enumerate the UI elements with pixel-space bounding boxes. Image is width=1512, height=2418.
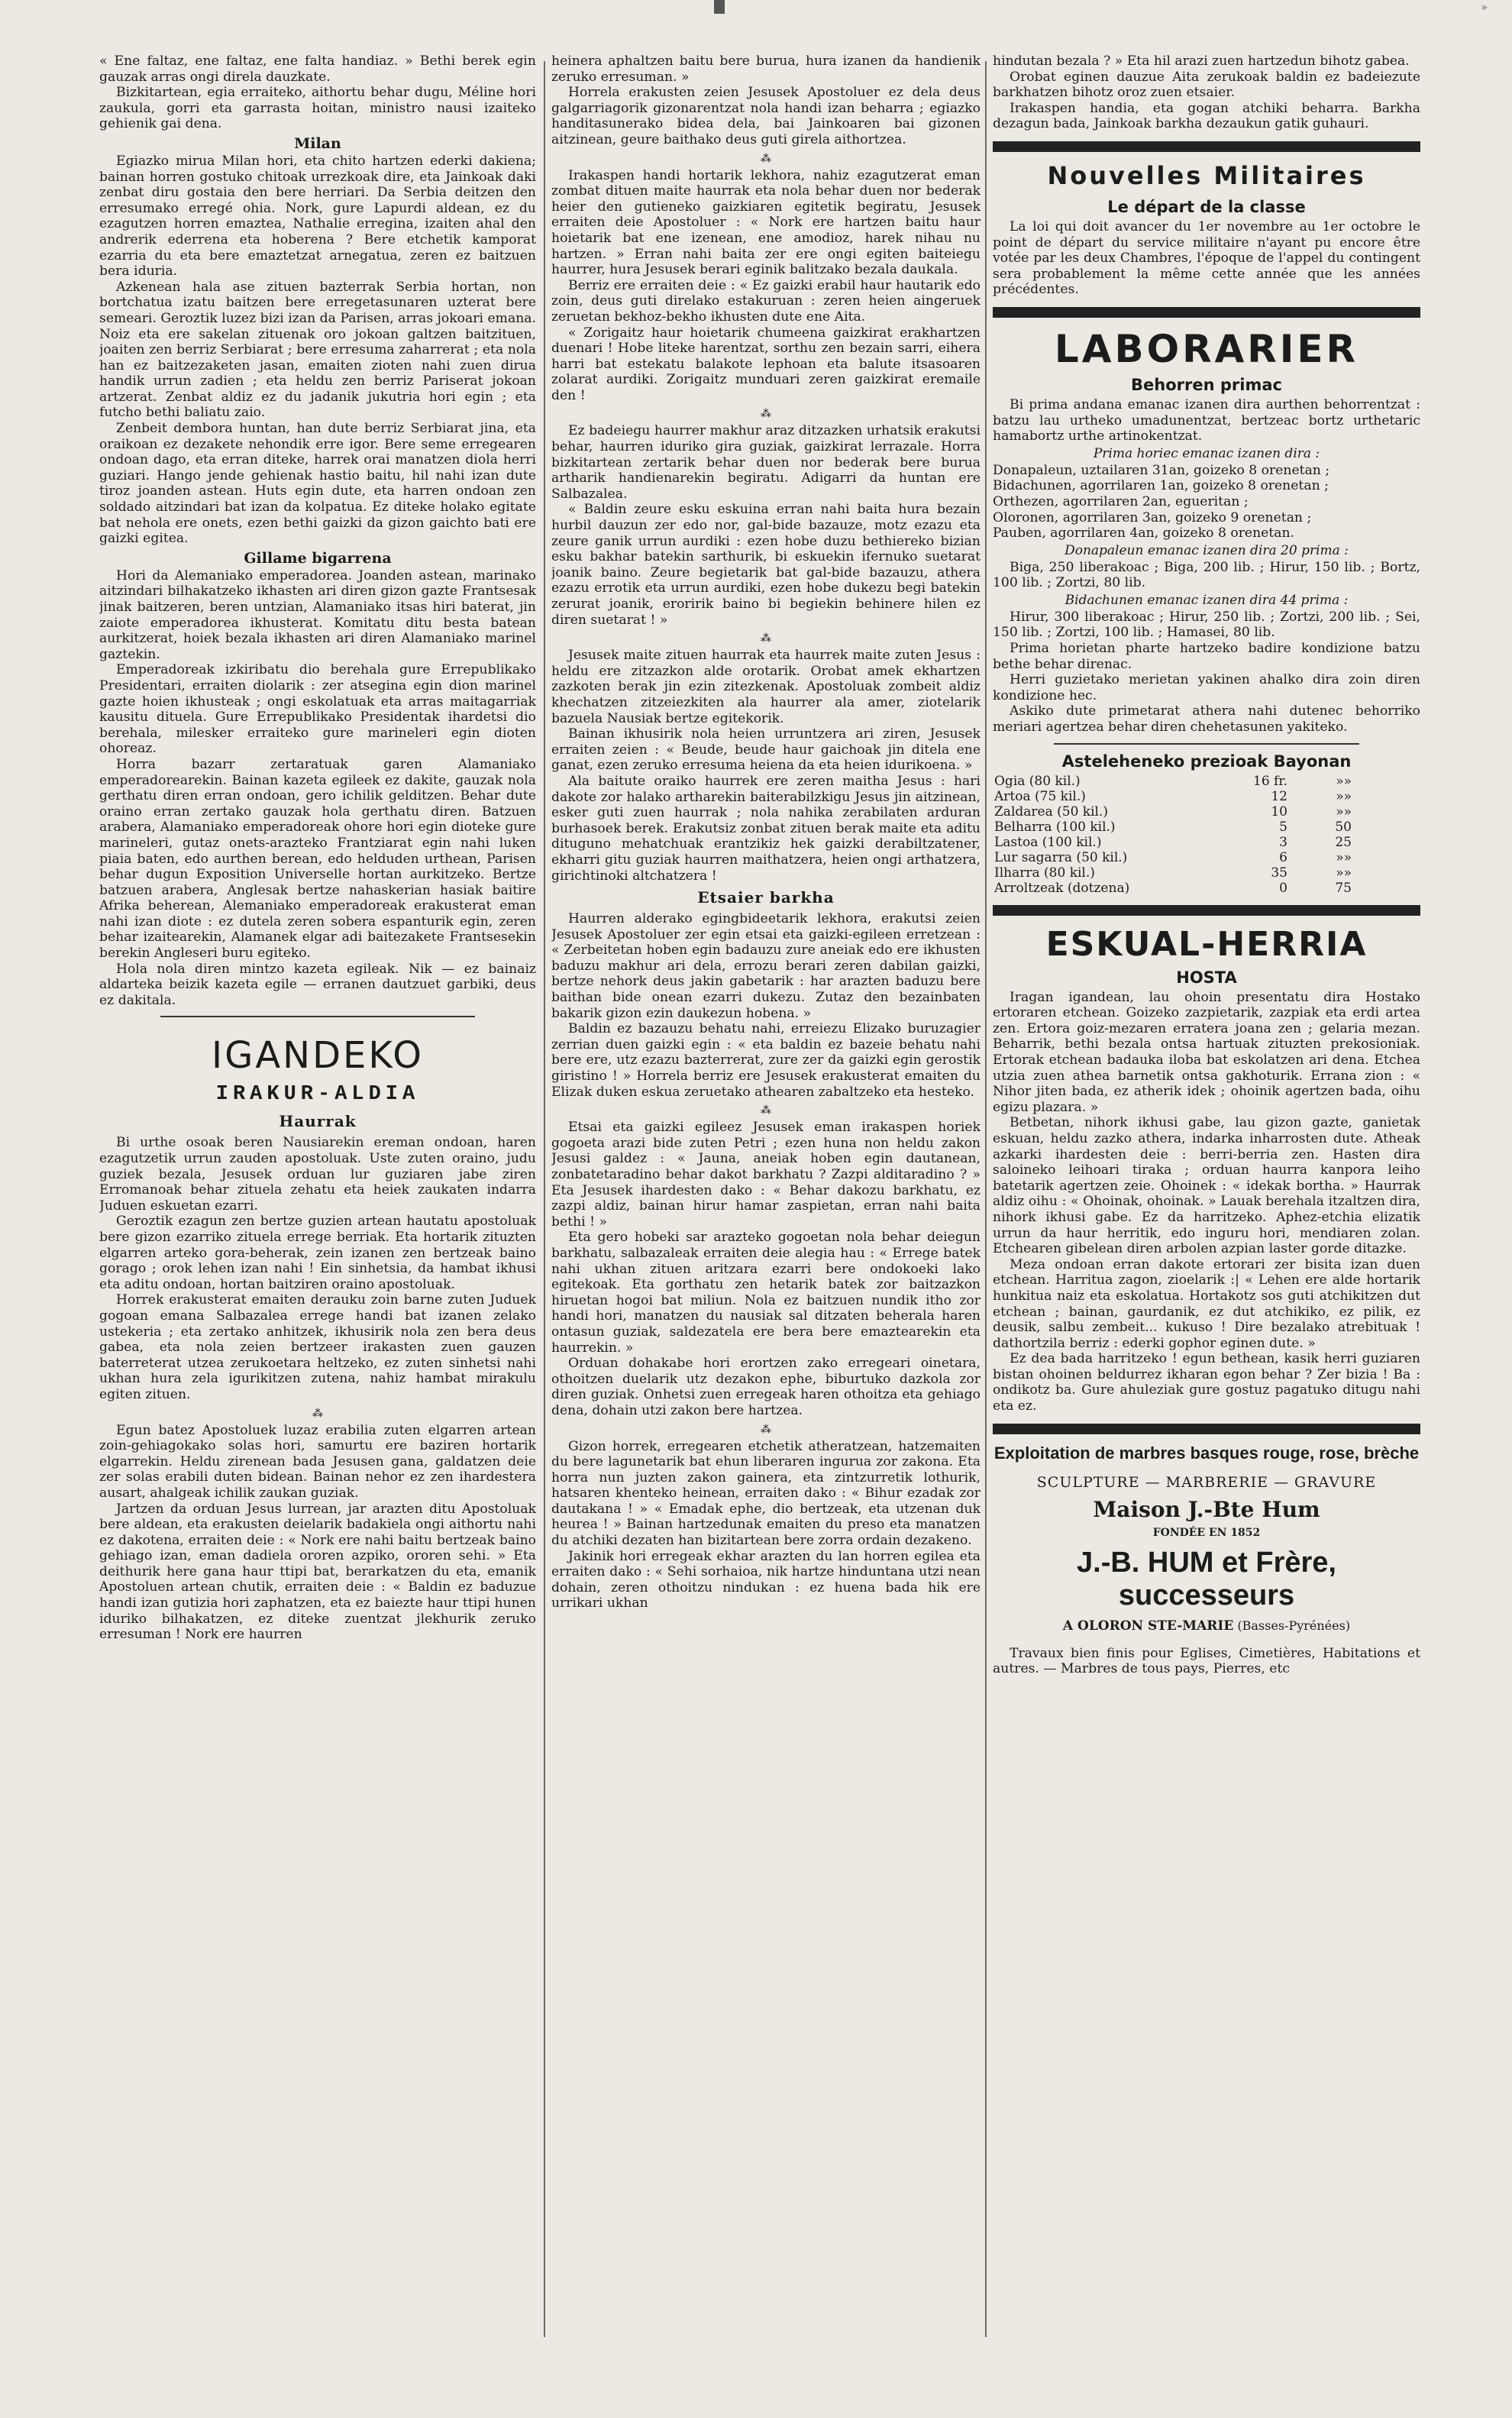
col2-p12: Baldin ez bazauzu behatu nahi, erreiezu Elizako buruzagier zerrian duen gaizki egin : « eta baldin ez bazeie behatu nahi bere ere, utz ezazu bazterrerat, zure zer da gaizki egin gerostik giristino ! » Horrela berriz ere Jesusek erakusterat emaiten du Elizak duken eskua zeruetako athearen zabaltzeko eta hesteko. (551, 1021, 981, 1100)
hosta-p1: Iragan igandean, lau ohoin presentatu dira Hostako ertoraren etchean. Goizeko zazpietarik, zazpiak eta erdi artea zen. Ertora goiz-mezaren erratera joana zen ; gelaria mezan. Beharrik, bethi bezala ontsa hartuak zituzten prekosioniak. Ertorak etchean badauka iloba bat eskolatzen ari dena. Etchea utzia zuen athea barnetik ontsa gakhoturik. Errana zion : « Nihor jiten bada, ez atherik idek ; ohoinik agertzen bada, oihu egizu plazara. » (993, 989, 1420, 1115)
price-value-cents: 25 (1335, 834, 1352, 850)
price-item: Ilharra (80 kil.) (994, 865, 1095, 881)
section-bar (993, 1424, 1420, 1434)
ad-address-dept: (Basses-Pyrénées) (1237, 1618, 1351, 1633)
price-row (993, 881, 1353, 896)
price-value-cents: »» (1336, 849, 1352, 865)
hosta-p4: Ez dea bada harritzeko ! egun bethean, kasik herri guziaren bistan ohoinen beldurrez ikharan egon behar ? Zer bizia ! Ba : ondikotz ba. Gure ahuleziak gure gostuz pagatuko ditugu nahi eta ez. (993, 1351, 1420, 1414)
price-value-cents: »» (1336, 773, 1352, 789)
price-value-francs: 6 (1279, 849, 1287, 865)
price-item: Belharra (100 kil.) (994, 819, 1116, 835)
hosta-p2: Betbetan, nihork ikhusi gabe, lau gizon gazte, ganietak eskuan, heldu zazko athera, indarka inharrosten dute. Atheak azkarki ihardesten deie : berri-berria zen. Hasten dira saloineko leihoari tiraka ; orduan haurra kanpora leiho batetarik agertzen zeie. Ohoinek : « idekak bortha. » Haurrak aldiz oihu : « Ohoinak, ohoinak. » Lauak berehala itzaltzen dira, nihork ikhusi gabe. Ez da harritzeko. Aphez-etchia elizatik urrun da haur herritik, edo inguru hori, mendiaren zolan. Etchearen gibelean diren arbolen azpian laster gorde ditazke. (993, 1115, 1420, 1257)
prima-p1: Prima horietan pharte hartzeko badire kondizione batzu bethe behar direnac. (993, 641, 1420, 672)
price-value-francs: 0 (1279, 880, 1287, 896)
price-row (993, 774, 1353, 789)
depart-heading: Le départ de la classe (1107, 197, 1306, 216)
col2-p1: heinera aphaltzen baitu bere burua, hura izanen da handienik zeruko erresuman. » (551, 53, 981, 85)
behorren-intro: Bi prima andana emanac izanen dira aurthen behorrentzat : batzu lau urtheko umadunentzat, bertzeac bortz urthetaric hamabortz urthe artinokentzat. (993, 396, 1420, 444)
asterism-separator: ⁂ (761, 152, 771, 165)
ad-line-successeurs: J.-B. HUM et Frère, successeurs (1077, 1546, 1336, 1611)
price-item: Zaldarea (50 kil.) (994, 803, 1109, 819)
ad-line-sculpture: SCULPTURE — MARBRERIE — GRAVURE (1036, 1473, 1377, 1491)
haurrak-heading: Haurrak (279, 1112, 357, 1131)
price-value-cents: 50 (1335, 819, 1352, 835)
prima-heading-2: Donapaleun emanac izanen dira 20 prima : (1065, 542, 1349, 558)
price-value-francs: 10 (1271, 803, 1287, 819)
ad-line-address (993, 1618, 1420, 1634)
ad-line-marbres: Exploitation de marbres basques rouge, rose, brèche (993, 1443, 1420, 1463)
prima-p3: Askiko dute primetarat athera nahi dutenec behorriko meriari agertzea behar diren chehetasunen yakiteko. (993, 703, 1420, 735)
price-value-cents: »» (1336, 865, 1352, 881)
column-divider-2 (985, 61, 987, 2337)
asterism-separator: ⁂ (761, 632, 771, 645)
hosta-heading: HOSTA (1176, 968, 1237, 987)
milan-p2: Azkenean hala ase zituen bazterrak Serbia hortan, non bortchatua izatu baitzen bere erregetasunaren uzterat bere semeari. Geroztik luzez bizi izan da Parisen, arras jokoari emana. Noiz eta ere sakelan zituenak oro jokoan galtzen baitzituen, joaiten zen berriz Serbiarat ; bere erresuma zaharrerat ; eta nola han ez baitzezaketen jasan, emaiten zioten nahi zuen dirua handik urrun zadien ; eta heldu zen berriz Pariserat jokoan artzerat. Zenbat aldiz ez du jadanik jukutria hori egin ; eta futcho bethi baliatu zaio. (99, 279, 536, 421)
prezio-heading: Asteleheneko prezioak Bayonan (1061, 752, 1352, 771)
col2-p13: Etsai eta gaizki egileez Jesusek eman irakaspen horiek gogoeta arazi bide zuten Petri ; ezen huna non heldu zakon Jesusi galdez : « Jauna, aneiak hoben egin dautanean, zonbatetaradino behar dakot barkhatu ? Zazpi alditaradino ? » Eta Jesusek ihardesten dako : « Behar dakozu barkhatu, ez zazpi aldiz, bainan hirur hamar zaspietan, erran nahi baita bethi ! » (551, 1120, 981, 1230)
price-item: Artoa (75 kil.) (994, 788, 1086, 804)
col2-p7: « Baldin zeure esku eskuina erran nahi baita hura bezain hurbil dauzun zer edo nor, gal-bide bazauze, motz ezazu eta zeure ganik urrun aurdiki : ezen hobe duzu bethiereko bizian esku bakhar batekin sarthurik, bi eskuekin ifernuko suetarat joanik baino. Zeure begietarik bat gal-bide bazauzu, athera ezazu errotik eta urrun aurdiki, ezen hobe dukezu begi batekin zerurat joanik, eroririk baino bi begiekin behinere hilen ez diren suetarat ! » (551, 502, 981, 628)
irakur-aldia-heading: IRAKUR-ALDIA (215, 1083, 420, 1107)
price-row (993, 865, 1353, 881)
col2-p5: « Zorigaitz haur hoietarik chumeena gaizkirat erakhartzen duenari ! Hobe liteke harentzat, sorthu zen bezain sarri, eihera harri bat estekatu balakote lephoan eta balute itsasoaren zolarat aurdiki. Zorigaitz munduari zeren gaizkirat eremaile den ! (551, 325, 981, 403)
etsaier-heading: Etsaier barkha (697, 888, 835, 907)
behorren-heading: Behorren primac (1131, 375, 1282, 394)
column-1 (99, 53, 536, 2383)
section-rule (1054, 743, 1359, 745)
col1-intro-2: Bizkitartean, egia erraiteko, aithortu behar dugu, Méline hori zaukula, gorri eta garrasta hoitan, ministro nausi izaiteko gehienik gai dena. (99, 85, 536, 132)
price-value-francs: 5 (1279, 819, 1287, 835)
depart-text: La loi qui doit avancer du 1er novembre au 1er octobre le point de départ du service militaire n'ayant pu encore être votée par les deux Chambres, l'époque de l'appel du contingent sera probablement la même cette année que les années précédentes. (993, 218, 1420, 298)
price-item: Lur sagarra (50 kil.) (994, 849, 1128, 865)
prima-text-3: Hirur, 300 liberakoac ; Hirur, 250 lib. ; Zortzi, 200 lib. ; Sei, 150 lib. ; Zortzi, 100 lib. ; Hamasei, 80 lib. (993, 609, 1420, 641)
haurrak-p2: Geroztik ezagun zen bertze guzien artean hautatu apostoluak bere gizon ezarriko zituela errege berriak. Eta hortarik zituzten elgarren arteko gora-beherak, zein izanen zen bertzeak baino gorago ; orok lehen izan nahi ! Ein sinhetsia, da hambat ikhusi eta aditu ondoan, hortan baitziren oraino apostoluak. (99, 1214, 536, 1292)
gillame-p1: Hori da Alemaniako emperadorea. Joanden astean, marinako aitzindari bilhakatzeko ikhasten ari diren gizon gazte Frantsesak jinak baitzeren, beren untzian, Alamaniako itsas hiri baterat, jin zaiote emperadorea ikhusterat. Komitatu ditu besta batean aurkitzerat, hoiek bezala ikhasten ari diren Alamaniako marinel gaztekin. (99, 567, 536, 662)
price-item: Ogia (80 kil.) (994, 773, 1081, 789)
haurrak-p4: Egun batez Apostoluek luzaz erabilia zuten elgarren artean zoin-gehiagokako solas hori, samurtu ere baziren hortarik elgarrekin. Heldu zirenean bada Jesusen gana, galdatzen deie zer solas erabili duten bidean. Bainan nehor ez zen ihardestera ausart, ahalgeak ichilik zaukan guziak. (99, 1422, 536, 1501)
prima-list-item: Orthezen, agorrilaren 2an, egueritan ; (993, 493, 1249, 509)
price-row (993, 819, 1353, 835)
column-divider-1 (544, 61, 545, 2337)
price-value-francs: 35 (1271, 865, 1287, 881)
gillame-p3: Horra bazarr zertaratuak garen Alamaniako emperadorearekin. Bainan kazeta egileek ez dakite, gauzak nola gerthatu diren erran ondoan, gero ichilik gelditzen. Behar dute oraino erran zertako gauzak hola gerthatu diren. Batzuen arabera, Alamaniako emperadoreak ohore hori egin dioteke gure marinelerі, gutaz onets-arazteko Frantziarat egin nahi luken piaia baten, edo aurthen berean, edo helduden urthean, Parisen behar dugun Exposition Universelle hortan aurkitzeko. Bertze batzuen arabera, Anglesak bertze nahaskerian hasiak baitire Afrika beherean, Alemaniako emperadoreak erakusterat eman nahi izan diote : ez dutela zeren sobera espanturik egin, zeren behar izaitearekin, Alamanek elgar adi baitezakete Frantsesekin berekin Angleseri buru egiteko. (99, 756, 536, 962)
col2-p6: Ez badeiegu haurrer makhur araz ditzazken urhatsik erakutsi behar, haurren iduriko gira guziak, gaizkirat lerrazale. Horra bizkitartean zertarik behar duen nor bederak bere burua artharik handienarekin begiratu. Adigarri da huntan ere Salbazalea. (551, 423, 981, 502)
price-value-francs: 16 fr. (1253, 773, 1287, 789)
hosta-p3: Meza ondoan erran dakote ertorari zer bisita izan duen etchean. Harritua zagon, zioelarik :| « Lehen ere alde hortarik hunkitua naiz eta eskolatua. Hortakotz sos guti atchikitzen dut etchean ; bainan, gaurdanik, ez dut atchikiko, ez pilik, ez deusik, salbu zembeit... kukuso ! Dire bezalako atrebituak ! dathortzila berriz : ederki gophor eginen dute. » (993, 1256, 1420, 1351)
haurrak-p3: Horrek erakusterat emaiten derauku zoin barne zuten Juduek gogoan emana Salbazalea errege handi bat izanen zelako ustekeria ; eta zertako anhitzek, ikhusirik nola zen bera deus gabea, eta nola zeien bertzeer irakasten zuen gauzen baterreterat utzea zerukoetara heltzeko, ez zuten sinhetsi nahi ukhan hura zela igurikitzen zutena, nahiz hambat mirakulu egiten zituen. (99, 1292, 536, 1402)
haurrak-p1: Bi urthe osoak beren Nausiarekin ereman ondoan, haren ezagutzetik urrun zauden apostoluak. Uste zuten oraino, judu guziek bezala, Jesusek orduan lur guziaren jabe ziren Erromanoak behar zituela zehatu eta heiek zaukaten indarra Juduen eskuetan ezarri. (99, 1135, 536, 1214)
asterism-separator: ⁂ (761, 1423, 771, 1436)
prima-p2: Herri guzietako merietan yakinen ahalko dira zoin diren kondizione hec. (993, 672, 1420, 703)
gillame-p2: Emperadoreak izkiribatu dio berehala gure Errepublikako Presidentari, erraiten diolarik : zer atsegina egin dion marinel gazte hoien ikhusteak ; ongi eskolatuak eta arras maitagarriak kausitu dituela. Gure Errepublikako Presidentak ihardetsi dio berehala, milesker erraiteko gure marineleri egin dioten ohoreaz. (99, 662, 536, 757)
col1-intro-1: « Ene faltaz, ene faltaz, ene falta handiaz. » Bethi berek egin gauzak arras ongi direla dauzkate. (99, 53, 536, 85)
col3-p1: hindutan bezala ? » Eta hil arazi zuen hartzedun bihotz gabea. (993, 53, 1410, 69)
col3-p2: Orobat eginen dauzue Aita zerukoak baldin ez badeiezute barkhatzen bihotz oroz zuen etsaier. (993, 69, 1420, 101)
laborarier-heading: LABORARIER (1054, 326, 1359, 371)
col2-p17: Jakinik hori erregeak ekhar arazten du lan horren egilea eta erraiten dako : « Sehi sorhaioa, nik hartze hinduntana utzi nean dohain, zeren othoitzu nindukan : ez huena bada hik ere urrikari ukhan (551, 1548, 981, 1611)
milan-heading: Milan (294, 134, 341, 152)
asterism-separator: ⁂ (761, 408, 771, 421)
ad-line-maison: Maison J.-Bte Hum (1093, 1496, 1320, 1522)
nouvelles-militaires-heading: Nouvelles Militaires (1047, 160, 1366, 190)
prima-list-item: Bidachunen, agorrilaren 1an, goizeko 8 orenetan ; (993, 478, 1329, 494)
column-3 (993, 53, 1420, 2383)
col2-p4: Berriz ere erraiten deie : « Ez gaizki erabil haur hautarik edo zoin, deus guti direlako estakuruan : zeren heien aingeruek zeruetan bekhoz-bekho ikhusten dute ene Aita. (551, 277, 981, 325)
column-2 (551, 53, 981, 2383)
advertisement (993, 1443, 1420, 1677)
col2-p8: Jesusek maite zituen haurrak eta haurrek maite zuten Jesus : heldu ere zitzazkon alde orotarik. Orobat amek ekhartzen zazkoten berak jin ezin zitezkenak. Apostoluak zombeit aldiz khechatzen zitzeiezkiten ala haurrer ala amer, ziotelarik bazuela Nausiak bertze egitekorik. (551, 648, 981, 726)
prima-heading-1: Prima horiec emanac izanen dira : (1093, 445, 1320, 461)
section-bar (993, 905, 1420, 916)
haurrak-p5: Jartzen da orduan Jesus lurrean, jar arazten ditu Apostoluak bere aldean, eta erakusten deielarik badakiela ongi aithortu nahi ez dakotena, erraiten deie : « Nork ere nahi baitu bertzeak baino gehiago izan, eman dadiela ororen azpiko, ororen sehi. » Eta deithurik here gana haur ttipi bat, berarkatzen du eta, emanik Apostoluen artean chutik, erraiten deie : « Baldin ez baduzue handi izan gutizia hori zaphatzen, eta ez baiezte haur ttipi hunen iduriko bilhakatzen, ez diteke zuentzat jlekhurik zeruko erresuman ! Nork ere haurren (99, 1501, 536, 1643)
col2-p11: Haurren alderako egingbideetarik lekhora, erakutsi zeien Jesusek Apostoluer zer egin etsai eta gaizki-egileen erretzean : « Zerbeitetan hoben egin badauzu zure aneiak edo ere ikhusten baduzu makhur ari dela, errozu berari zeren dabilan gaizki, bertze nehork deus jakin gabetarik : har arazten baduzu bere baithan bide onean ezarri dukezu. Zutaz den bezainbaten bakarik gizon ezin daukezun hobena. » (551, 911, 981, 1021)
price-value-francs: 3 (1279, 834, 1287, 850)
milan-p3: Zenbeit dembora huntan, han dute berriz Serbiarat jina, eta oraikoan ez dezakete nehondik erre igor. Bere seme erregearen ondoan dago, eta erran diteke, harrek orai manatzen diola herri guziari. Hango jende gehienak hastio baitu, hil nahi izan dute tiroz joanden astean. Huts egin dute, eta harren ondoan zen soldado aitzindari bat izan da kolpatua. Ez diteke holako egitate bat nehola ere onets, ezen bethi gaizki da gizon gaichto bati ere gaizki egitea. (99, 421, 536, 547)
section-bar (993, 307, 1420, 318)
prima-text-2: Biga, 250 liberakoac ; Biga, 200 lib. ; Hirur, 150 lib. ; Bortz, 100 lib. ; Zortzi, 80 lib. (993, 559, 1420, 591)
prima-heading-3: Bidachunen emanac izanen dira 44 prima : (1065, 592, 1349, 608)
price-row (993, 789, 1353, 804)
binding-mark (714, 0, 725, 14)
gillame-heading: Gillame bigarrena (244, 549, 392, 567)
price-value-cents: »» (1336, 788, 1352, 804)
col2-p2: Horrela erakusten zeien Jesusek Apostoluer ez dela deus galgarriagorik gizonarentzat nola handi izan beharra ; egiazko handitasunerako bidea dela, bai Jainkoaren bai gizonen aitzinean, geure baithako deus guti girela aithortzea. (551, 85, 981, 147)
col2-p3: Irakaspen handi hortarik lekhora, nahiz ezagutzerat eman zombat dituen maite haurrak eta nola behar duen nor bederak heier den gutieneko gaizkiaren egitetik begiratu, Jesusek erraiten deie Apostoluer : « Nork ere hartzen baitu haur hoietarik bat ene izenean, ene amodioz, harek nihau nu hartzen. » Erran nahi baita zer ere ongi egiten baiteiegu haurrer, hura Jesusek berari eginik balitzako bezala daukala. (551, 167, 981, 278)
asterism-separator: ⁂ (312, 1407, 323, 1420)
col2-p14: Eta gero hobeki sar arazteko gogoetan nola behar deiegun barkhatu, salbazaleak erraiten deie alegia hau : « Errege batek nahi ukhan zituen aritzara ezarri bere ondokoeki lako egitekoak. Eta gorthatu zen hetarik batek zor baitzazkon hiruetan hogoi bat miliun. Nola ez baitzuen nundik itho zor handi hori, manatzen du nausiak sal ditzaten beherala haren ontasun guziak, saldezatela ere bera bere emaztearekin eta haurrekin. » (551, 1230, 981, 1356)
col2-p16: Gizon horrek, erregearen etchetik atheratzean, hatzemaiten du bere lagunetarik bat ehun liberaren ingurua zor zakona. Eta horra nun juzten zakon gainera, eta zintzurretik lothurik, hatsaren khenteko heinean, erraiten dako : « Bihur ezadak zor dautakana ! » « Emadak ephe, dio bertzeak, eta utzenan duk heurea ! » Bainan hartzedunak emaiten du preso eta manatzen du atchiki dezaten han bizitartean bere zorra ordain dezakeno. (551, 1438, 981, 1549)
price-value-francs: 12 (1271, 788, 1287, 804)
price-value-cents: 75 (1335, 880, 1352, 896)
gillame-p4: Hola nola diren mintzo kazeta egileak. Nik — ez bainaiz aldarteka beizik kazeta egile — erranen dautzuet garbiki, deus ez dakitala. (99, 961, 536, 1008)
corner-mark: » (1481, 2, 1488, 14)
price-item: Arroltzeak (dotzena) (994, 880, 1130, 896)
prima-list-item: Donapaleun, uztailaren 31an, goizeko 8 orenetan ; (993, 462, 1330, 478)
price-row (993, 850, 1353, 865)
prima-list-item: Oloronen, agorrilaren 3an, goizeko 9 orenetan ; (993, 509, 1312, 525)
ad-address-city: A OLORON STE-MARIE (1062, 1618, 1234, 1634)
col2-p15: Orduan dohakabe hori erortzen zako erregeari oinetara, othoitzen duelarik utz dezakon ephe, biburtuko dazkola zor diren guziak. Onhetsi zuen erregeak haren othoitza eta gehiago dena, dohain utzi zakon bere hartzea. (551, 1356, 981, 1418)
col2-p10: Ala baitute oraiko haurrek ere zeren maitha Jesus : hari dakote zor halako artharekin baiterabilzkigu Jesus jin aitzinean, esker guti zuen haurrak ; nola nahika zerabilaten arduran burhasoek berek. Erakutsiz zonbat zituen berak maite eta aditu dituguno mehatchuak erantzikiz hek gaizki derabiltzatener, ekharri gitu guziak haurren maithatzera, heien ongi arthatzera, girichtinoki altchatzera ! (551, 773, 981, 884)
ad-line-travaux: Travaux bien finis pour Eglises, Cimetières, Habitations et autres. — Marbres de tous pays, Pierres, etc (993, 1645, 1420, 1677)
col3-p3: Irakaspen handia, eta gogan atchiki beharra. Barkha dezagun bada, Jainkoak barkha dezaukun gatik guhauri. (993, 100, 1420, 132)
asterism-separator: ⁂ (761, 1104, 771, 1117)
eskual-herria-heading: ESKUAL-HERRIA (1045, 924, 1368, 964)
col2-p9: Bainan ikhusirik nola heien urruntzera ari ziren, Jesusek erraiten zeien : « Beude, beude haur gaichoak jin ditela ene ganat, ezen zeruko erresuma heiena da eta heien idurikoena. » (551, 726, 981, 774)
section-bar (993, 141, 1420, 152)
section-rule (160, 1016, 475, 1017)
milan-p1: Egiazko mirua Milan hori, eta chito hartzen ederki dakiena; bainan horren gostuko chitoak urrezkoak dire, eta Jainkoak daki zenbat diru gostaia den bere herriari. Da Serbia deitzen den erresumako erregé ohia. Nork, gure Lapurdi aldean, ez du ezagutzen horren emaztea, Nathalie erregina, izaiten ahal den andrerik ederrena eta hoberena ? Bere etchetik kamporat ezarria du eta bere emaztetzat arnegatua, zeren ez baitzuen bera iduria. (99, 153, 536, 280)
prices-table (993, 774, 1353, 896)
ad-line-fondee: FONDÉE EN 1852 (1152, 1526, 1261, 1539)
price-row (993, 804, 1353, 819)
igandeko-heading: IGANDEKO (211, 1034, 424, 1078)
price-item: Lastoa (100 kil.) (994, 834, 1102, 850)
price-value-cents: »» (1336, 803, 1352, 819)
price-row (993, 835, 1353, 850)
prima-list-item: Pauben, agorrilaren 4an, goizeko 8 orenetan. (993, 525, 1295, 541)
